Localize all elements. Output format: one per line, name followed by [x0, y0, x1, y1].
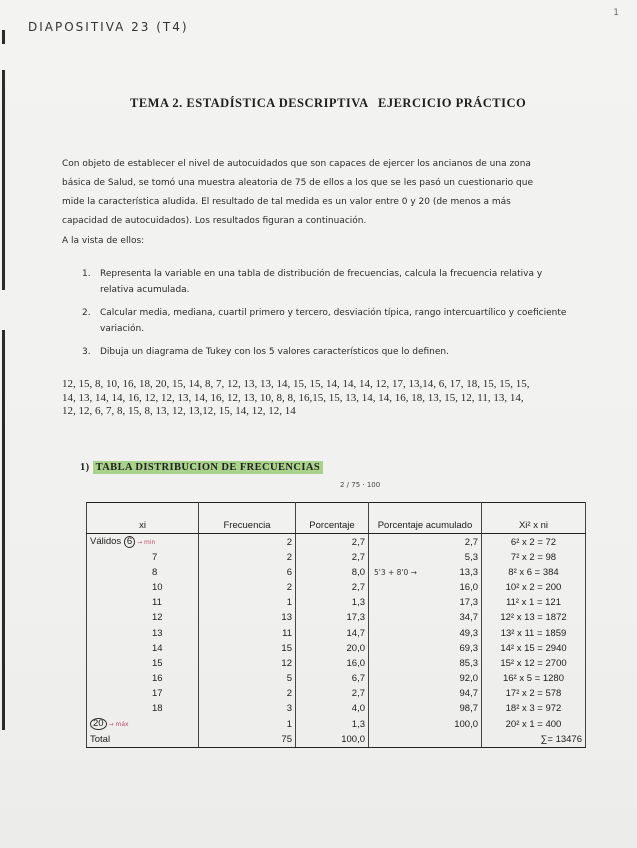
cell-xi — [87, 580, 199, 595]
cell-cumulative — [369, 610, 482, 625]
cell-xi — [87, 610, 199, 625]
task-text: Calcular media, mediana, cuartil primero y tercero, desviación típica, rango intercuartílico y coeficiente variación. — [100, 308, 567, 334]
cell-percentage: 8,0 — [296, 565, 369, 580]
cell-xi2-ni: 8² x 6 = 384 — [482, 565, 586, 580]
cell-percentage: 14,7 — [296, 625, 369, 640]
cumulative-value: 2,7 — [464, 536, 478, 548]
cell-xi — [87, 625, 199, 640]
cumulative-value: 13,3 — [459, 567, 478, 579]
cell-percentage: 16,0 — [296, 656, 369, 671]
table-row — [87, 610, 586, 625]
cell-percentage: 17,3 — [296, 610, 369, 625]
task-number: 2. — [82, 308, 91, 318]
cell-cumulative — [369, 550, 482, 565]
header-exercise: EJERCICIO PRÁCTICO — [378, 96, 527, 110]
minmax-note: → min — [137, 539, 156, 546]
xi-value: 13 — [152, 627, 163, 639]
cell-xi — [87, 686, 199, 701]
cell-xi — [87, 534, 199, 551]
cumulative-value: 69,3 — [459, 642, 478, 654]
frequency-table — [86, 502, 586, 748]
cumulative-value: 16,0 — [459, 582, 478, 594]
cell-frequency: 13 — [199, 610, 296, 625]
table-header-row — [87, 503, 586, 534]
cell-xi2-ni: 13² x 11 = 1859 — [482, 625, 586, 640]
cell-xi2-ni: 12² x 13 = 1872 — [482, 610, 586, 625]
section-title: TABLA DISTRIBUCION DE FRECUENCIAS — [93, 461, 324, 474]
table-row — [87, 701, 586, 716]
handwritten-scribble: 2 / 75 · 100 — [340, 481, 381, 489]
minmax-note: → máx — [108, 721, 129, 729]
table-row — [87, 625, 586, 640]
header-frequency: Frecuencia — [199, 503, 296, 534]
page-header — [130, 96, 527, 111]
cell-frequency: 15 — [199, 641, 296, 656]
table-row — [87, 641, 586, 656]
cell-percentage: 2,7 — [296, 534, 369, 551]
cell-xi2-ni: 6² x 2 = 72 — [482, 534, 586, 551]
cell-frequency: 6 — [199, 565, 296, 580]
cumulative-value: 100,0 — [454, 718, 478, 730]
cell-frequency: 2 — [199, 534, 296, 551]
task-item — [82, 344, 568, 360]
xi-value: 10 — [152, 582, 163, 594]
cell-xi — [87, 641, 199, 656]
circled-value: 6 — [124, 536, 135, 548]
cumulative-value: 98,7 — [459, 702, 478, 714]
cell-cumulative — [369, 701, 482, 716]
cell-frequency: 1 — [199, 595, 296, 610]
section-number: 1) — [80, 462, 90, 473]
cell-xi — [87, 550, 199, 565]
xi-value: 11 — [152, 597, 162, 609]
xi-value: 18 — [152, 702, 163, 714]
cell-xi2-ni: 7² x 2 = 98 — [482, 550, 586, 565]
header-cumulative: Porcentaje acumulado — [369, 503, 482, 534]
cell-percentage: 2,7 — [296, 580, 369, 595]
cumulative-value: 5,3 — [464, 552, 478, 564]
row-label: Válidos — [90, 536, 122, 547]
handwritten-title: DIAPOSITIVA 23 (T4) — [28, 20, 189, 34]
cell-xi2-ni: 18² x 3 = 972 — [482, 701, 586, 716]
table-row — [87, 656, 586, 671]
table-row — [87, 595, 586, 610]
cell-xi — [87, 701, 199, 716]
cell-frequency: 5 — [199, 671, 296, 686]
data-line: 12, 15, 8, 10, 16, 18, 20, 15, 14, 8, 7, 12, 13, 13, 14, 15, 15, 14, 14, 14, 12, 17, 13,14, 6, 17, 18, 15, 15, 15, — [62, 378, 530, 390]
cell-percentage: 100,0 — [296, 732, 369, 748]
binder-edge — [0, 30, 10, 770]
task-number: 1. — [82, 269, 91, 279]
cell-xi2-ni: 17² x 2 = 578 — [482, 686, 586, 701]
task-number: 3. — [82, 347, 91, 357]
cumulative-value: 49,3 — [459, 627, 478, 639]
section-heading — [80, 462, 323, 473]
task-list — [82, 266, 568, 367]
cell-frequency: 2 — [199, 580, 296, 595]
cell-frequency: 75 — [199, 732, 296, 748]
xi-value: 15 — [152, 657, 163, 669]
cumulative-value: 94,7 — [459, 687, 478, 699]
cell-percentage: 4,0 — [296, 701, 369, 716]
cell-percentage: 1,3 — [296, 595, 369, 610]
cell-cumulative — [369, 656, 482, 671]
cell-percentage: 20,0 — [296, 641, 369, 656]
raw-data — [62, 378, 582, 419]
data-line: 12, 12, 6, 7, 8, 15, 8, 13, 12, 13,12, 15, 14, 12, 12, 14 — [62, 405, 296, 417]
xi-value: 14 — [152, 642, 163, 654]
intro-line: mide la característica aludida. El resultado de tal medida es un valor entre 0 y 20 (de menos a más — [62, 197, 511, 207]
xi-value: 17 — [152, 687, 163, 699]
cell-percentage: 1,3 — [296, 716, 369, 732]
cell-xi2-ni: 20² x 1 = 400 — [482, 716, 586, 732]
cell-xi2-ni: ∑= 13476 — [482, 732, 586, 748]
cell-cumulative — [369, 565, 482, 580]
cell-xi — [87, 656, 199, 671]
task-item — [82, 305, 568, 337]
cell-xi2-ni: 11² x 1 = 121 — [482, 595, 586, 610]
cell-cumulative — [369, 716, 482, 732]
cell-percentage: 2,7 — [296, 550, 369, 565]
data-line: 14, 13, 14, 14, 16, 12, 12, 13, 14, 16, 12, 13, 10, 8, 8, 16,15, 15, 13, 14, 14, 16, 18, 13, 15, 12, 11, 13, 14, — [62, 391, 524, 404]
cell-xi2-ni: 15² x 12 = 2700 — [482, 656, 586, 671]
cumulative-value: 85,3 — [459, 657, 478, 669]
row-label: Total — [90, 734, 111, 746]
cell-xi — [87, 716, 199, 732]
intro-line: capacidad de autocuidados). Los resultados figuran a continuación. — [62, 216, 367, 226]
table-row — [87, 550, 586, 565]
cell-xi2-ni: 16² x 5 = 1280 — [482, 671, 586, 686]
table-row — [87, 686, 586, 701]
cell-xi — [87, 565, 199, 580]
handwritten-sum: 5'3 + 8'0 → — [374, 568, 417, 578]
cell-frequency: 2 — [199, 686, 296, 701]
circled-value: 20 — [90, 718, 107, 730]
table-body — [87, 534, 586, 748]
cell-xi — [87, 732, 199, 748]
cumulative-value: 17,3 — [459, 597, 478, 609]
table-row — [87, 565, 586, 580]
table-row — [87, 580, 586, 595]
cell-cumulative — [369, 625, 482, 640]
xi-value: 8 — [152, 567, 158, 579]
cell-cumulative — [369, 641, 482, 656]
intro-vista: A la vista de ellos: — [62, 236, 145, 246]
table-row — [87, 534, 586, 551]
cell-xi — [87, 595, 199, 610]
cumulative-value: 34,7 — [459, 612, 478, 624]
cell-percentage: 6,7 — [296, 671, 369, 686]
cell-cumulative — [369, 534, 482, 551]
task-text: Representa la variable en una tabla de distribución de frecuencias, calcula la frecuencia relativa y relativa acumulada. — [100, 269, 543, 295]
task-text: Dibuja un diagrama de Tukey con los 5 valores característicos que lo definen. — [100, 347, 449, 357]
table-row — [87, 716, 586, 732]
xi-value: 16 — [152, 672, 163, 684]
cell-cumulative — [369, 686, 482, 701]
cell-xi2-ni: 14² x 15 = 2940 — [482, 641, 586, 656]
header-percentage: Porcentaje — [296, 503, 369, 534]
table-row — [87, 732, 586, 748]
xi-value: 7 — [152, 552, 158, 564]
cell-cumulative — [369, 580, 482, 595]
cell-frequency: 2 — [199, 550, 296, 565]
cell-xi2-ni: 10² x 2 = 200 — [482, 580, 586, 595]
cell-frequency: 11 — [199, 625, 296, 640]
header-topic: TEMA 2. ESTADÍSTICA DESCRIPTIVA — [130, 96, 369, 110]
cell-frequency: 1 — [199, 716, 296, 732]
cumulative-value: 92,0 — [459, 672, 478, 684]
table-row — [87, 671, 586, 686]
cell-percentage: 2,7 — [296, 686, 369, 701]
intro-line: Con objeto de establecer el nivel de autocuidados que son capaces de ejercer los ancianos de una zona — [62, 159, 531, 169]
header-xi: xi — [87, 503, 199, 534]
intro-line: básica de Salud, se tomó una muestra aleatoria de 75 de ellos a los que se les pasó un cuestionario que — [62, 178, 534, 188]
cell-cumulative — [369, 732, 482, 748]
corner-mark: 1 — [613, 8, 619, 18]
intro-paragraph — [62, 155, 562, 251]
cell-xi — [87, 671, 199, 686]
cell-cumulative — [369, 595, 482, 610]
cell-frequency: 3 — [199, 701, 296, 716]
cell-cumulative — [369, 671, 482, 686]
header-xi2-ni: Xi² x ni — [482, 503, 586, 534]
xi-value: 12 — [152, 612, 163, 624]
cell-frequency: 12 — [199, 656, 296, 671]
task-item — [82, 266, 568, 298]
